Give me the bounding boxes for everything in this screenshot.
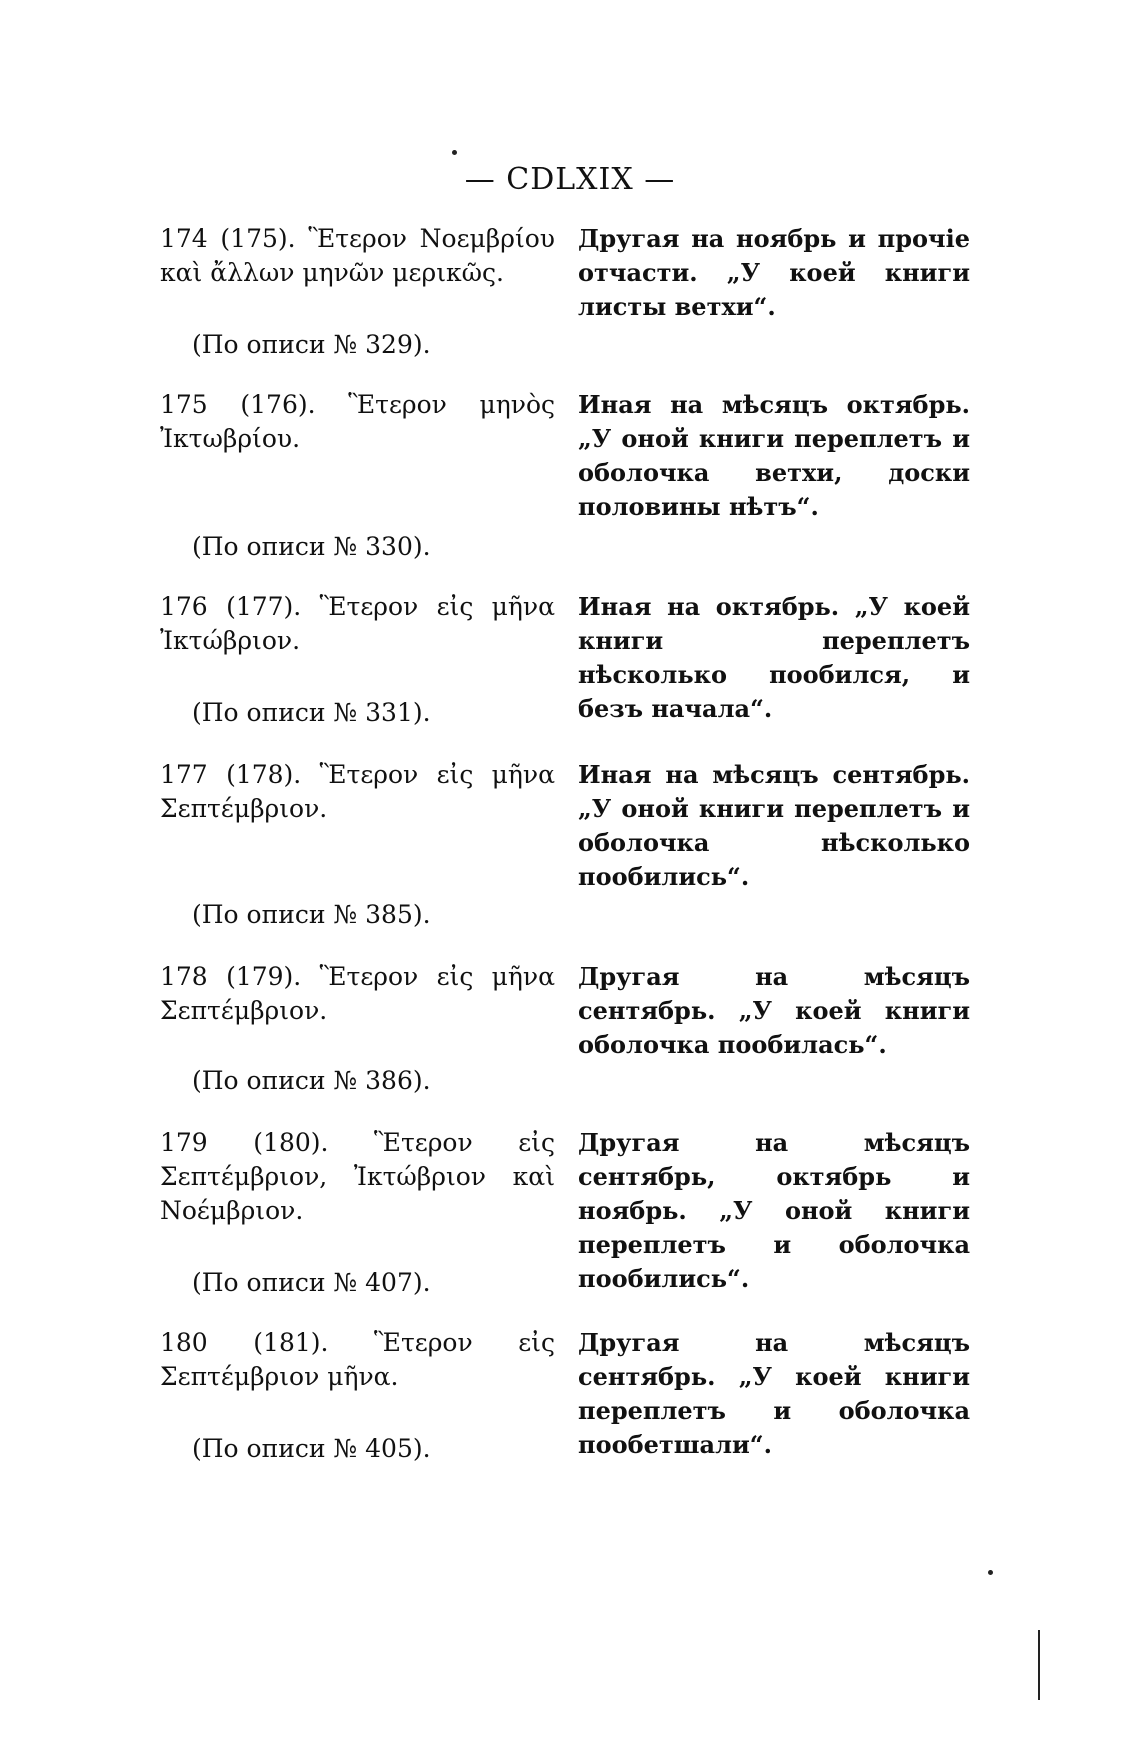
greek-title: 178 (179). Ἓτερον εἰς μῆνα Σεπτέμβριον. bbox=[160, 962, 555, 1025]
inventory-reference: (По описи № 386). bbox=[192, 1066, 431, 1095]
russian-description: Иная на мѣсяцъ сентябрь. „У оной книги переплетъ и оболочка нѣсколько пообились“. bbox=[578, 760, 970, 891]
greek-title: 174 (175). Ἓτερον Νοεμβρίου καὶ ἄλλων μηνῶν μερικῶς. bbox=[160, 224, 555, 287]
greek-title: 180 (181). Ἓτερον εἰς Σεπτέμβριον μῆνα. bbox=[160, 1328, 555, 1391]
inventory-reference: (По описи № 405). bbox=[192, 1434, 431, 1463]
russian-description: Другая на ноябрь и прочіе отчасти. „У коей книги листы ветхи“. bbox=[578, 224, 970, 321]
inventory-reference: (По описи № 385). bbox=[192, 900, 431, 929]
inventory-reference: (По описи № 331). bbox=[192, 698, 431, 727]
scan-speck bbox=[452, 150, 457, 155]
russian-description: Другая на мѣсяцъ сентябрь, октябрь и ноябрь. „У оной книги переплетъ и оболочка пообились“. bbox=[578, 1128, 970, 1293]
page-number: — CDLXIX — bbox=[464, 162, 676, 197]
russian-description: Другая на мѣсяцъ сентябрь. „У коей книги переплетъ и оболочка пообетшали“. bbox=[578, 1328, 970, 1459]
greek-title: 175 (176). Ἓτερον μηνὸς Ἰκτωβρίου. bbox=[160, 390, 555, 453]
greek-title: 176 (177). Ἓτερον εἰς μῆνα Ἰκτώβριον. bbox=[160, 592, 555, 655]
greek-title: 177 (178). Ἓτερον εἰς μῆνα Σεπτέμβριον. bbox=[160, 760, 555, 823]
inventory-reference: (По описи № 329). bbox=[192, 330, 431, 359]
inventory-reference: (По описи № 407). bbox=[192, 1268, 431, 1297]
russian-description: Другая на мѣсяцъ сентябрь. „У коей книги оболочка пообилась“. bbox=[578, 962, 970, 1059]
greek-title: 179 (180). Ἓτερον εἰς Σεπτέμβριον, Ἰκτώβριον καὶ Νοέμβριον. bbox=[160, 1128, 555, 1225]
russian-description: Иная на октябрь. „У коей книги переплетъ нѣсколько пообился, и безъ начала“. bbox=[578, 592, 970, 723]
inventory-reference: (По описи № 330). bbox=[192, 532, 431, 561]
russian-description: Иная на мѣсяцъ октябрь. „У оной книги переплетъ и оболочка ветхи, доски половины нѣтъ“. bbox=[578, 390, 970, 521]
scan-speck bbox=[988, 1570, 993, 1575]
margin-mark bbox=[1038, 1630, 1040, 1700]
